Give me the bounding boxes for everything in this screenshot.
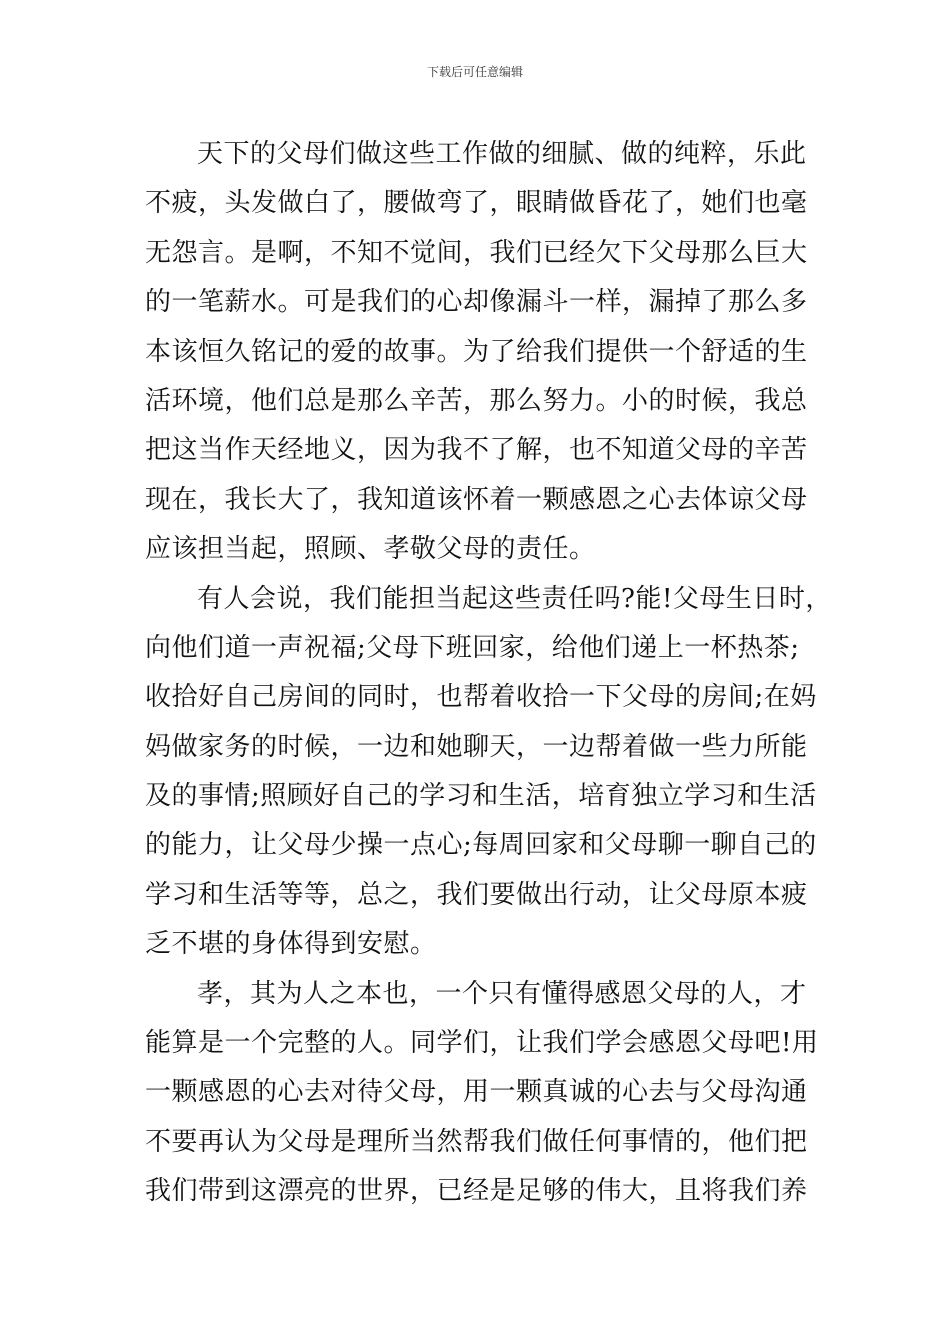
paragraph	[145, 575, 832, 970]
text-line: 本该恒久铭记的爱的故事。为了给我们提供一个舒适的生	[145, 336, 808, 367]
page-header: 下载后可任意编辑	[426, 65, 523, 79]
text-line: 天下的父母们做这些工作做的细腻、做的纯粹，乐此	[197, 139, 807, 169]
paragraph	[145, 130, 825, 575]
text-line: 能算是一个完整的人。同学们，让我们学会感恩父母吧!用	[145, 1028, 819, 1059]
text-line: 的一笔薪水。可是我们的心却像漏斗一样，漏掉了那么多	[145, 287, 808, 318]
text-line: 不疲，头发做白了，腰做弯了，眼睛做昏花了，她们也毫	[145, 188, 808, 219]
text-line: 活环境，他们总是那么辛苦，那么努力。小的时候，我总	[145, 385, 808, 416]
text-line: 及的事情;照顾好自己的学习和生活，培育独立学习和生活	[145, 781, 817, 812]
text-line: 有人会说，我们能担当起这些责任吗?能!父母生日时，	[197, 583, 832, 614]
text-line: 乏不堪的身体得到安慰。	[145, 929, 437, 960]
paragraph	[145, 970, 825, 1217]
text-line: 向他们道一声祝福;父母下班回家，给他们递上一杯热茶;	[145, 632, 800, 663]
text-line: 妈做家务的时候，一边和她聊天，一边帮着做一些力所能	[145, 731, 808, 762]
text-line: 一颗感恩的心去对待父母，用一颗真诚的心去与父母沟通	[145, 1077, 808, 1108]
document-body	[145, 130, 832, 1217]
text-line: 应该担当起，照顾、孝敬父母的责任。	[145, 534, 596, 565]
text-line: 学习和生活等等，总之，我们要做出行动，让父母原本疲	[145, 879, 808, 910]
text-line: 孝，其为人之本也，一个只有懂得感恩父母的人，才	[197, 978, 807, 1009]
text-line: 收拾好自己房间的同时，也帮着收拾一下父母的房间;在妈	[145, 682, 817, 713]
text-line: 不要再认为父母是理所当然帮我们做任何事情的，他们把	[145, 1126, 808, 1157]
text-line: 我们带到这漂亮的世界，已经是足够的伟大，且将我们养	[145, 1176, 808, 1207]
text-line: 现在，我长大了，我知道该怀着一颗感恩之心去体谅父母	[145, 484, 808, 515]
text-line: 的能力，让父母少操一点心;每周回家和父母聊一聊自己的	[145, 830, 817, 861]
text-line: 无怨言。是啊，不知不觉间，我们已经欠下父母那么巨大	[145, 237, 808, 268]
text-line: 把这当作天经地义，因为我不了解，也不知道父母的辛苦	[145, 435, 808, 466]
